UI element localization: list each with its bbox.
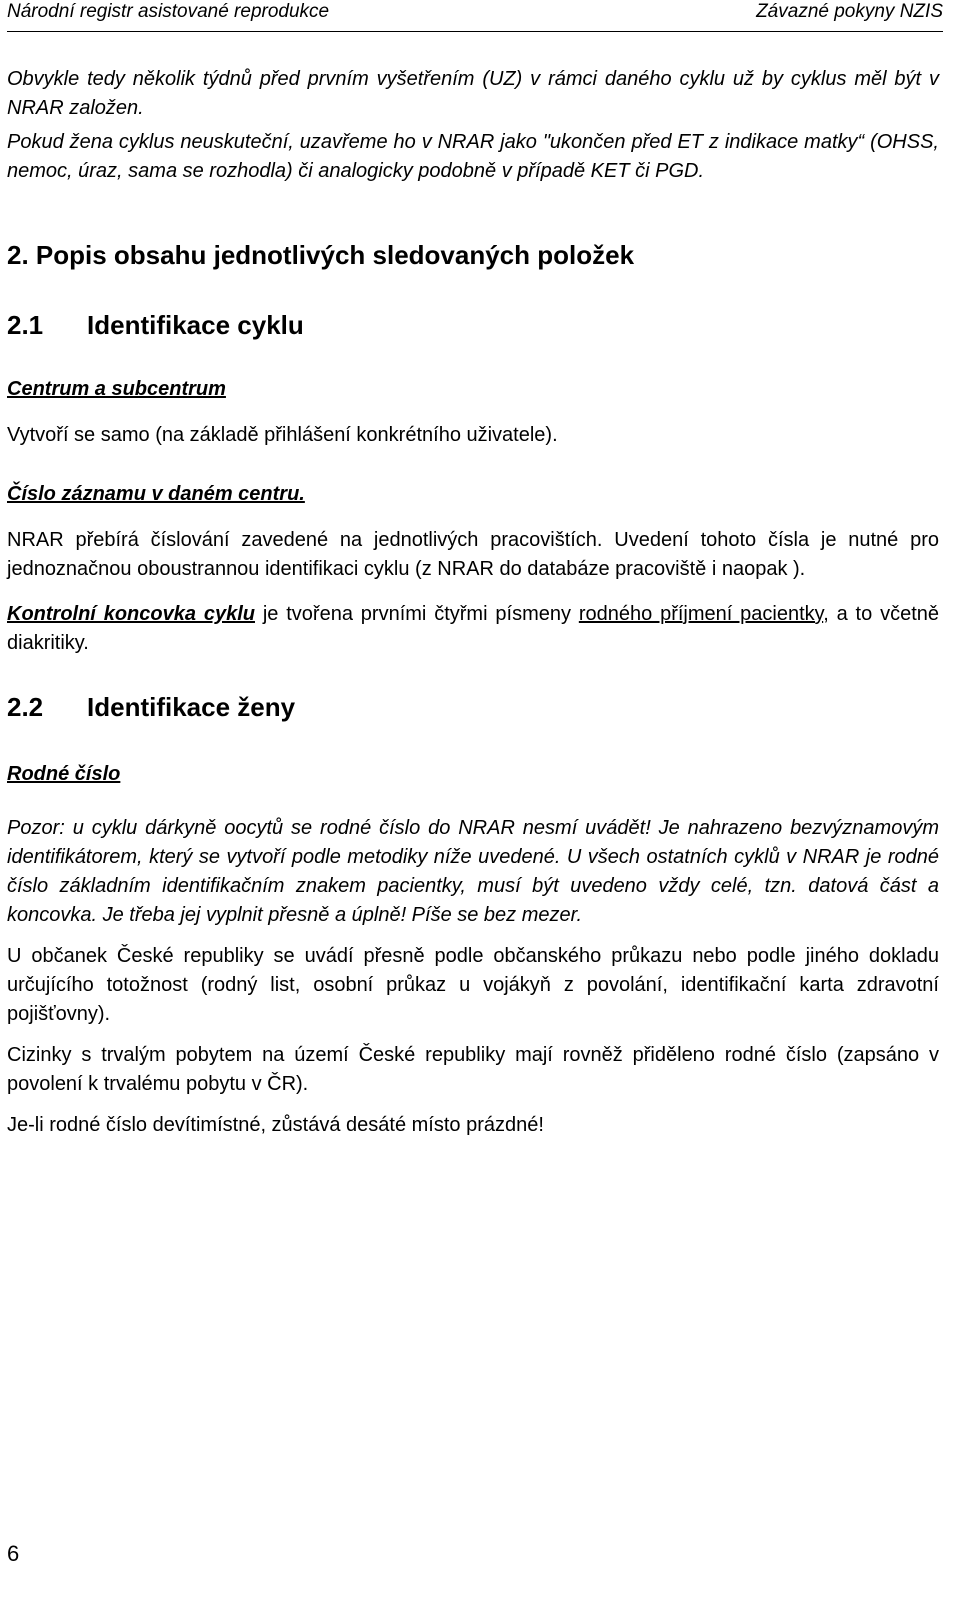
cislo-zaznamu-heading: Číslo záznamu v daném centru. xyxy=(7,483,305,505)
header-document-type: Závazné pokyny NZIS xyxy=(756,1,943,22)
header-divider xyxy=(7,31,943,32)
header-registry-title: Národní registr asistované reprodukce xyxy=(7,1,330,22)
kontrolni-koncovka-heading: Kontrolní koncovka cyklu xyxy=(7,603,255,625)
intro-paragraph-2: Pokud žena cyklus neuskuteční, uzavřeme ho v NRAR jako "ukončen před ET z indikace matky“ (OHSS, nemoc, úraz, sama se rozhodla) či analogicky podobně v případě KET či PGD. xyxy=(7,131,939,182)
page-content xyxy=(7,65,939,1140)
rodne-prijmeni-term: rodného příjmení pacientky xyxy=(578,603,824,625)
cislo-zaznamu-text: NRAR přebírá číslování zavedené na jednotlivých pracovištích. Uvedení tohoto čísla je nutné pro jednoznačnou oboustrannou identifikaci cyklu (z NRAR do databáze pracoviště i naopak ). xyxy=(7,529,939,580)
section-2-heading: 2. Popis obsahu jednotlivých sledovaných položek xyxy=(7,240,635,270)
rodne-cislo-heading: Rodné číslo xyxy=(7,763,121,785)
section-2-1-title: Identifikace cyklu xyxy=(87,310,304,340)
kontrolni-koncovka-paragraph xyxy=(7,600,939,658)
page-number: 6 xyxy=(7,1541,20,1566)
rodne-cislo-warning: Pozor: u cyklu dárkyně oocytů se rodné číslo do NRAR nesmí uvádět! Je nahrazeno bezvýznamovým identifikátorem, který se vytvoří podle metodiky níže uvedené. U všech ostatních cyklů v NRAR je rodné číslo základním identifikačním znakem pacientky, musí být uvedeno vždy celé, tzn. datová část a koncovka. Je třeba jej vyplnit přesně a úplně! Píše se bez mezer. xyxy=(7,817,939,926)
section-2-1-number: 2.1 xyxy=(7,310,44,340)
section-2-1-heading xyxy=(7,309,939,341)
centrum-text: Vytvoří se samo (na základě přihlášení konkrétního uživatele). xyxy=(7,424,558,446)
intro-paragraph-1: Obvykle tedy několik týdnů před prvním vyšetřením (UZ) v rámci daného cyklu už by cyklus měl být v NRAR založen. xyxy=(7,68,939,119)
centrum-heading: Centrum a subcentrum xyxy=(7,378,226,400)
page-header xyxy=(7,0,943,24)
section-2-2-heading xyxy=(7,691,939,723)
cizinky-paragraph: Cizinky s trvalým pobytem na území České republiky mají rovněž přiděleno rodné číslo (zapsáno v povolení k trvalému pobytu v ČR). xyxy=(7,1044,939,1095)
kontrolni-koncovka-text: je tvořena prvními čtyřmi písmeny xyxy=(254,603,579,625)
devitimistne-paragraph: Je-li rodné číslo devítimístné, zůstává desáté místo prázdné! xyxy=(7,1114,544,1136)
obcanky-paragraph: U občanek České republiky se uvádí přesně podle občanského průkazu nebo podle jiného dokladu určujícího totožnost (rodný list, osobní průkaz u vojákyň z povolání, identifikační karta zdravotní pojišťovny). xyxy=(7,945,939,1025)
kontrolni-koncovka-end: , a to včetně diakritiky. xyxy=(7,603,940,654)
section-2-2-number: 2.2 xyxy=(7,692,44,722)
section-2-2-title: Identifikace ženy xyxy=(87,692,296,722)
